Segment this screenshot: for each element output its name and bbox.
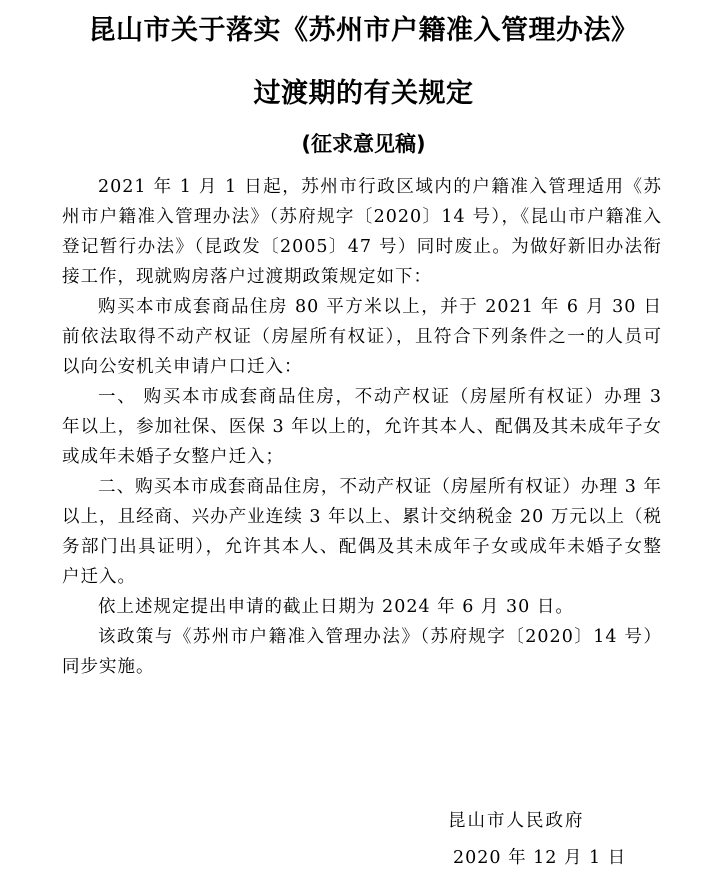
paragraph-condition-1: 一、 购买本市成套商品住房，不动产权证（房屋所有权证）办理 3 年以上，参加社保、医保 3 年以上的，允许其本人、配偶及其未成年子女或成年未婚子女整户迁入；: [62, 387, 662, 467]
paragraph-condition-2: 二、购买本市成套商品住房，不动产权证（房屋所有权证）办理 3 年以上，且经商、兴办产业连续 3 年以上、累计交纳税金 20 万元以上（税务部门出具证明），允许其本人、配偶及其未成年子女或成年未婚子女整户迁入。: [62, 477, 662, 587]
paragraph-eligibility: 购买本市成套商品住房 80 平方米以上，并于 2021 年 6 月 30 日前依法取得不动产权证（房屋所有权证），且符合下列条件之一的人员可以向公安机关申请户口迁入：: [62, 297, 662, 377]
document-subtitle: (征求意见稿): [301, 132, 426, 156]
document-title-line-1: 昆山市关于落实《苏州市户籍准入管理办法》: [88, 15, 639, 46]
paragraph-implementation: 该政策与《苏州市户籍准入管理办法》（苏府规字〔2020〕14 号）同步实施。: [62, 627, 662, 677]
paragraph-intro: 2021 年 1 月 1 日起，苏州市行政区域内的户籍准入管理适用《苏州市户籍准入管理办法》（苏府规字〔2020〕14 号），《昆山市户籍准入登记暂行办法》（昆政发〔2005〕47 号）同时废止。为做好新旧办法衔接工作，现就购房落户过渡期政策规定如下：: [62, 177, 662, 287]
document-body: [62, 172, 662, 682]
document-title-line-2: 过渡期的有关规定: [253, 78, 474, 109]
signature-date-text: 2020 年 12 月 1 日: [453, 848, 627, 868]
paragraph-deadline: 依上述规定提出申请的截止日期为 2024 年 6 月 30 日。: [98, 597, 574, 617]
signature-organization-text: 昆山市人民政府: [448, 811, 585, 831]
